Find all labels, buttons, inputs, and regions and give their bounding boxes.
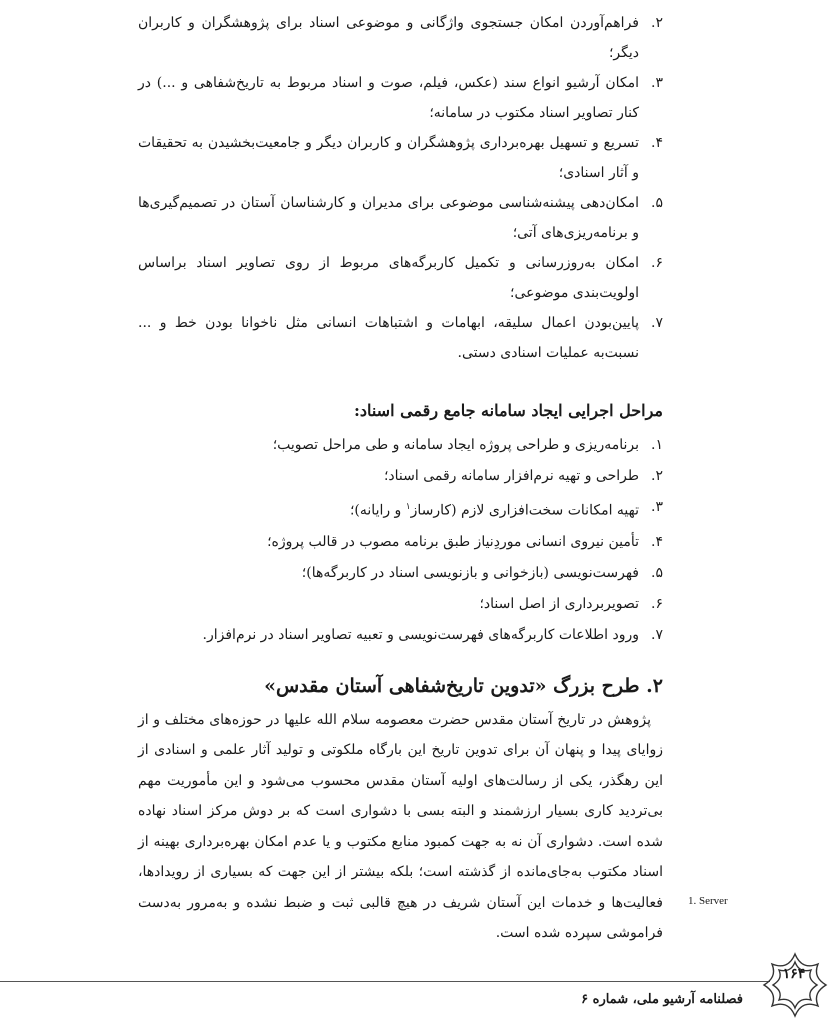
list-item-text: تسریع و تسهیل بهره‌برداری پژوهشگران و کاربران دیگر و جامعیت‌بخشیدن به تحقیقات و آثار اسنادی؛ xyxy=(138,135,639,181)
list-number: ۴. xyxy=(651,135,663,151)
main-text-column xyxy=(138,8,663,949)
objectives-list xyxy=(138,8,663,368)
list-item-text: فراهم‌آوردن امکان جستجوی واژگانی و موضوعی اسناد برای پژوهشگران و کاربران دیگر؛ xyxy=(138,15,639,61)
list-item-text: طراحی و تهیه نرم‌افزار سامانه رقمی اسناد؛ xyxy=(383,468,639,484)
list-item-text: تهیه امکانات سخت‌افزاری لازم (کارساز xyxy=(410,502,639,519)
list-item xyxy=(138,589,663,620)
list-item xyxy=(138,620,663,651)
list-number: ۳. xyxy=(651,75,663,91)
list-item-text: امکان‌دهی پیشنه‌شناسی موضوعی برای مدیران و کارشناسان آستان در تصمیم‌گیری‌ها و برنامه‌ریزی‌های آتی؛ xyxy=(138,195,639,241)
section-heading: مراحل اجرایی ایجاد سامانه جامع رقمی اسناد: xyxy=(353,401,663,420)
list-item-text: و رایانه)؛ xyxy=(349,502,406,519)
list-item-text: تأمین نیروی انسانی موردِنیاز طبق برنامه مصوب در قالب پروژه؛ xyxy=(267,533,639,550)
list-item xyxy=(138,248,663,308)
list-number: ۴. xyxy=(651,533,663,550)
section-heading: ۲. طرح بزرگ «تدوین تاریخ‌شفاهی آستان مقدس» xyxy=(264,674,663,697)
list-number: ۷. xyxy=(651,626,663,643)
list-item xyxy=(138,430,663,461)
list-item-text: برنامه‌ریزی و طراحی پروژه ایجاد سامانه و طی مراحل تصویب؛ xyxy=(272,437,639,453)
list-item xyxy=(138,128,663,188)
list-item-text: فهرست‌نویسی (بازخوانی و بازنویسی اسناد در کاربرگه‌ها)؛ xyxy=(301,564,639,581)
list-item xyxy=(138,188,663,248)
list-number: ۳. xyxy=(651,499,663,515)
body-paragraph: پژوهش در تاریخ آستان مقدس حضرت معصومه سلام الله علیها در حوزه‌های مختلف و از زوایای پیدا و پنهان آن برای تدوین تاریخ این بارگاه ملکوتی و تولید آثار علمی و اسنادی از این رهگذر، یکی از رسالت‌های اولیه آستان مقدس محسوب می‌شود و این مأموریت مهم بی‌تردید کاری بسیار ارزشمند و البته بسی با دشواری است که بر دوش مرکز اسناد نهاده شده است. دشواری آن نه به جهت کمبود منابع مکتوب و یا عدم امکان بهره‌برداری بهینه از اسناد مکتوب به‌جای‌مانده از گذشته است؛ بلکه بیشتر از این جهت که بسیاری از رویدادها، فعالیت‌ها و خدمات این آستان شریف در هیچ قالبی ثبت و ضبط نشده و به‌مرور به‌دست فراموشی سپرده شده است. xyxy=(138,711,663,942)
list-item xyxy=(138,527,663,558)
list-number: ۶. xyxy=(651,595,663,612)
list-item-text: امکان به‌روزرسانی و تکمیل کاربرگه‌های مربوط از روی تصاویر اسناد براساس اولویت‌بندی موضوعی؛ xyxy=(138,255,639,301)
list-number: ۲. xyxy=(651,468,663,484)
footnote: 1. Server xyxy=(688,895,728,907)
list-item-text: ورود اطلاعات کاربرگه‌های فهرست‌نویسی و تعبیه تصاویر اسناد در نرم‌افزار. xyxy=(202,626,639,643)
list-item xyxy=(138,461,663,492)
list-item-text: تصویربرداری از اصل اسناد؛ xyxy=(479,595,639,612)
page-number: ۱۶۴ xyxy=(782,966,806,982)
list-item-text: امکان آرشیو انواع سند (عکس، فیلم، صوت و اسناد مربوط به تاریخ‌شفاهی و ...) در کنار تصاویر اسناد مکتوب در سامانه؛ xyxy=(138,75,639,121)
list-number: ۱. xyxy=(651,437,663,453)
footnote-marker: ۱ xyxy=(405,502,411,512)
list-item-text: پایین‌بودن اعمال سلیقه، ابهامات و اشتباهات انسانی مثل ناخوانا بودن خط و ... نسبت‌به عملیات اسنادی دستی. xyxy=(138,315,639,361)
list-item xyxy=(138,8,663,68)
list-number: ۵. xyxy=(651,564,663,581)
journal-footer-title: فصلنامه آرشیو ملی، شماره ۶ xyxy=(581,992,743,1007)
footer-rule xyxy=(0,981,770,982)
list-item xyxy=(138,308,663,368)
list-number: ۵. xyxy=(651,195,663,211)
implementation-steps-list xyxy=(138,430,663,651)
list-number: ۷. xyxy=(651,315,663,331)
list-item xyxy=(138,68,663,128)
list-item xyxy=(138,492,663,527)
list-number: ۶. xyxy=(651,255,663,271)
list-item xyxy=(138,558,663,589)
page-ornament-icon xyxy=(760,950,830,1020)
list-number: ۲. xyxy=(651,15,663,31)
